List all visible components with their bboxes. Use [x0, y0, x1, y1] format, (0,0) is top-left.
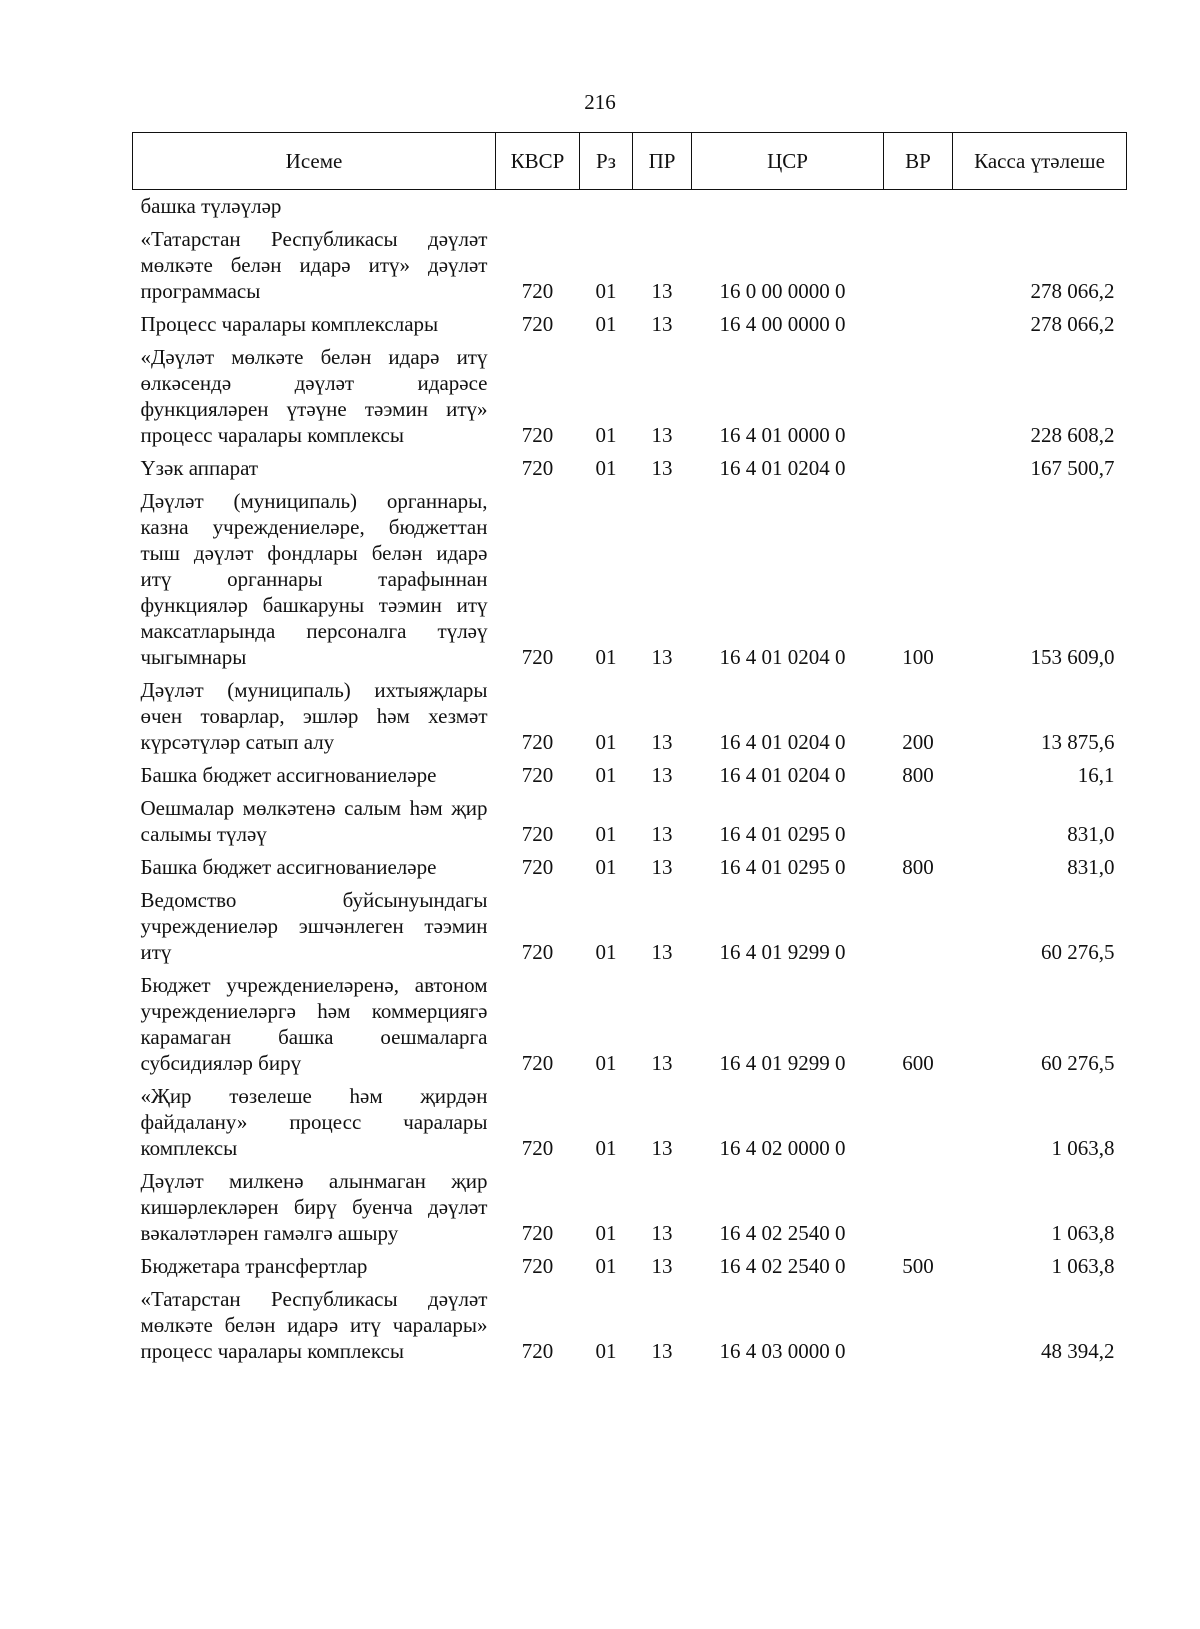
- row-pr: 13: [651, 763, 673, 787]
- table-row: [133, 306, 1127, 339]
- row-name: Дәүләт (муниципаль) органнары, казна учреждениеләре, бюджеттан тыш дәүләт фондлары белән идарә итү органнары тарафыннан функцияләр башкаруны тәэмин итү максатларында персоналга түләү чыгымнары: [140, 489, 488, 669]
- row-name: Оешмалар мөлкәтенә салым һәм җир салымы түләү: [140, 796, 488, 846]
- row-name: «Җир төзелеше һәм җирдән файдалану» процесс чаралары комплексы: [140, 1084, 488, 1160]
- table-row: [133, 1163, 1127, 1248]
- row-pr: 13: [651, 456, 673, 480]
- row-rz: 01: [595, 1136, 617, 1160]
- row-pr: 13: [651, 822, 673, 846]
- table-row: [133, 1078, 1127, 1163]
- row-csr: 16 4 01 9299 0: [719, 940, 846, 964]
- row-pr: 13: [651, 423, 673, 447]
- budget-table: [132, 132, 1127, 1366]
- row-vr: 800: [902, 855, 934, 879]
- row-csr: 16 4 02 2540 0: [719, 1221, 846, 1245]
- row-sum: 13 875,6: [1041, 730, 1115, 754]
- row-kvsr: 720: [521, 1221, 554, 1245]
- row-csr: 16 4 03 0000 0: [719, 1339, 846, 1363]
- table-row: [133, 1281, 1127, 1366]
- row-vr: [884, 221, 953, 306]
- row-pr: 13: [651, 855, 673, 879]
- row-csr: 16 4 01 0000 0: [719, 423, 846, 447]
- header-csr: ЦСР: [692, 133, 884, 190]
- row-csr: 16 4 01 0295 0: [719, 855, 846, 879]
- row-pr: 13: [651, 1254, 673, 1278]
- row-rz: 01: [595, 855, 617, 879]
- row-rz: 01: [595, 279, 617, 303]
- table-row: [133, 757, 1127, 790]
- row-rz: 01: [595, 940, 617, 964]
- row-rz: [580, 190, 633, 222]
- table-row: [133, 967, 1127, 1078]
- row-csr: 16 4 02 0000 0: [719, 1136, 846, 1160]
- row-name: Бюджет учреждениеләренә, автоном учреждениеләргә һәм коммерциягә карамаган башка оешмаларга субсидияләр бирү: [140, 973, 488, 1075]
- row-vr: 500: [902, 1254, 934, 1278]
- row-name: Процесс чаралары комплекслары: [140, 312, 439, 336]
- row-csr: 16 4 01 0204 0: [719, 730, 846, 754]
- row-name: Башка бюджет ассигнованиеләре: [140, 855, 437, 879]
- row-sum: 831,0: [1067, 855, 1115, 879]
- row-name: Башка бюджет ассигнованиеләре: [140, 763, 437, 787]
- row-sum: 278 066,2: [1030, 279, 1115, 303]
- row-sum: 831,0: [1067, 822, 1115, 846]
- row-rz: 01: [595, 1254, 617, 1278]
- row-rz: 01: [595, 1339, 617, 1363]
- row-kvsr: 720: [521, 730, 554, 754]
- row-csr: 16 0 00 0000 0: [719, 279, 846, 303]
- row-vr: [884, 1281, 953, 1366]
- row-sum: 153 609,0: [1030, 645, 1115, 669]
- row-vr: [884, 1078, 953, 1163]
- row-pr: 13: [651, 1051, 673, 1075]
- row-name: Ведомство буйсынуындагы учреждениеләр эшчәнлеген тәэмин итү: [140, 888, 488, 964]
- row-rz: 01: [595, 456, 617, 480]
- header-name: Исеме: [133, 133, 496, 190]
- row-csr: 16 4 02 2540 0: [719, 1254, 846, 1278]
- row-pr: 13: [651, 940, 673, 964]
- row-csr: 16 4 00 0000 0: [719, 312, 846, 336]
- row-sum: 278 066,2: [1030, 312, 1115, 336]
- row-rz: 01: [595, 1051, 617, 1075]
- row-sum: [953, 190, 1127, 222]
- row-csr: 16 4 01 0204 0: [719, 763, 846, 787]
- row-sum: 167 500,7: [1030, 456, 1115, 480]
- row-name: Үзәк аппарат: [140, 456, 259, 480]
- header-vr: ВР: [884, 133, 953, 190]
- table-header-row: [133, 133, 1127, 190]
- row-kvsr: 720: [521, 855, 554, 879]
- row-csr: [692, 190, 884, 222]
- row-rz: 01: [595, 730, 617, 754]
- row-rz: 01: [595, 1221, 617, 1245]
- table-row: [133, 221, 1127, 306]
- row-kvsr: [496, 190, 580, 222]
- row-sum: 1 063,8: [1051, 1221, 1115, 1245]
- row-csr: 16 4 01 0204 0: [719, 645, 846, 669]
- header-kvsr: КВСР: [496, 133, 580, 190]
- row-name: Дәүләт (муниципаль) ихтыяҗлары өчен товарлар, эшләр һәм хезмәт күрсәтүләр сатып алу: [140, 678, 488, 754]
- row-vr: 200: [902, 730, 934, 754]
- row-name: Бюджетара трансфертлар: [140, 1254, 368, 1278]
- row-name: «Дәүләт мөлкәте белән идарә итү өлкәсендә дәүләт идарәсе функцияләрен үтәүне тәэмин итү» процесс чаралары комплексы: [140, 345, 488, 447]
- row-kvsr: 720: [521, 312, 554, 336]
- row-vr: [884, 882, 953, 967]
- row-csr: 16 4 01 0295 0: [719, 822, 846, 846]
- row-pr: 13: [651, 1136, 673, 1160]
- row-kvsr: 720: [521, 763, 554, 787]
- row-kvsr: 720: [521, 279, 554, 303]
- row-kvsr: 720: [521, 456, 554, 480]
- row-vr: 600: [902, 1051, 934, 1075]
- page-number: 216: [584, 90, 616, 114]
- row-vr: [884, 790, 953, 849]
- table-row: [133, 450, 1127, 483]
- row-pr: 13: [651, 1221, 673, 1245]
- table-row: [133, 483, 1127, 672]
- header-rz: Рз: [580, 133, 633, 190]
- table-row: [133, 882, 1127, 967]
- row-pr: [633, 190, 692, 222]
- row-pr: 13: [651, 279, 673, 303]
- row-rz: 01: [595, 822, 617, 846]
- row-kvsr: 720: [521, 1136, 554, 1160]
- row-vr: [884, 450, 953, 483]
- table-row: [133, 190, 1127, 222]
- row-sum: 16,1: [1077, 763, 1115, 787]
- row-kvsr: 720: [521, 1339, 554, 1363]
- row-csr: 16 4 01 9299 0: [719, 1051, 846, 1075]
- row-vr: [884, 1163, 953, 1248]
- row-name: «Татарстан Республикасы дәүләт мөлкәте белән идарә итү чаралары» процесс чаралары комплексы: [140, 1287, 488, 1363]
- row-rz: 01: [595, 645, 617, 669]
- row-sum: 60 276,5: [1041, 1051, 1115, 1075]
- row-vr: [884, 339, 953, 450]
- table-row: [133, 339, 1127, 450]
- row-kvsr: 720: [521, 645, 554, 669]
- header-pr: ПР: [633, 133, 692, 190]
- row-vr: [884, 306, 953, 339]
- row-sum: 48 394,2: [1041, 1339, 1115, 1363]
- row-vr: 100: [902, 645, 934, 669]
- row-pr: 13: [651, 730, 673, 754]
- row-pr: 13: [651, 645, 673, 669]
- table-row: [133, 672, 1127, 757]
- row-pr: 13: [651, 312, 673, 336]
- row-csr: 16 4 01 0204 0: [719, 456, 846, 480]
- row-kvsr: 720: [521, 1051, 554, 1075]
- row-name: «Татарстан Республикасы дәүләт мөлкәте белән идарә итү» дәүләт программасы: [140, 227, 488, 303]
- row-name: башка түләүләр: [140, 194, 282, 218]
- row-sum: 228 608,2: [1030, 423, 1115, 447]
- row-rz: 01: [595, 423, 617, 447]
- row-pr: 13: [651, 1339, 673, 1363]
- table-row: [133, 1248, 1127, 1281]
- row-vr: [884, 190, 953, 222]
- table-row: [133, 790, 1127, 849]
- row-kvsr: 720: [521, 940, 554, 964]
- row-vr: 800: [902, 763, 934, 787]
- table-row: [133, 849, 1127, 882]
- row-rz: 01: [595, 763, 617, 787]
- header-sum: Касса үтәлеше: [953, 133, 1127, 190]
- row-sum: 1 063,8: [1051, 1254, 1115, 1278]
- row-rz: 01: [595, 312, 617, 336]
- row-kvsr: 720: [521, 423, 554, 447]
- row-sum: 60 276,5: [1041, 940, 1115, 964]
- row-sum: 1 063,8: [1051, 1136, 1115, 1160]
- row-kvsr: 720: [521, 822, 554, 846]
- row-name: Дәүләт милкенә алынмаган җир кишәрлекләрен бирү буенча дәүләт вәкаләтләрен гамәлгә ашыру: [140, 1169, 488, 1245]
- row-kvsr: 720: [521, 1254, 554, 1278]
